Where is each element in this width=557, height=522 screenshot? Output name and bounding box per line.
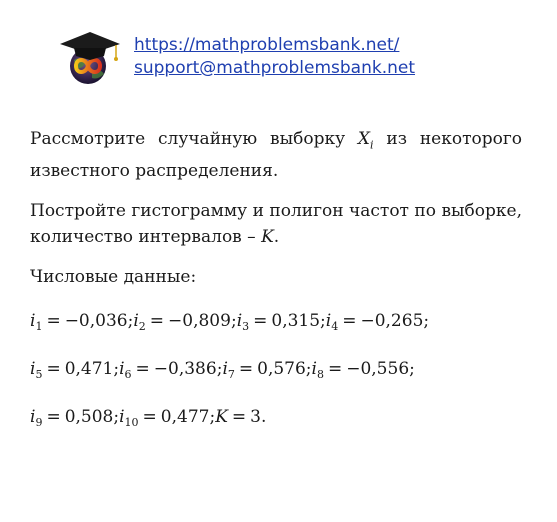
term-separator: ; — [305, 359, 312, 380]
term-subscript: 8 — [316, 368, 324, 382]
problem-paragraph-1 — [30, 126, 522, 184]
paragraph-1-end: из некоторого известного распределения. — [30, 129, 522, 182]
term-separator: ; — [423, 311, 430, 332]
term-separator: ; — [320, 311, 326, 332]
term-subscript: 5 — [35, 368, 43, 382]
term-separator: ; — [127, 311, 134, 332]
term-subscript: 4 — [331, 320, 339, 334]
term-variable: i — [133, 311, 139, 332]
term-separator: ; — [209, 407, 216, 428]
term-subscript: 6 — [124, 368, 132, 382]
term-variable: i — [30, 311, 36, 332]
term-subscript: 2 — [138, 320, 146, 334]
equals-sign: = — [142, 407, 157, 428]
data-heading: Числовые данные: — [30, 267, 197, 288]
term-separator: ; — [230, 311, 237, 332]
equals-sign: = — [238, 359, 254, 380]
equals-sign: = — [46, 311, 61, 332]
term-value: 0,576 — [257, 359, 306, 380]
equation-term — [119, 359, 223, 382]
equation-term — [215, 407, 266, 427]
term-subscript: 1 — [35, 320, 43, 334]
term-separator: ; — [113, 407, 120, 428]
term-variable: i — [325, 311, 332, 332]
paragraph-2-start: Постройте гистограмму и полигон частот по выборке, количество интервалов – — [30, 201, 522, 248]
equals-sign: = — [231, 407, 247, 428]
term-variable: i — [236, 311, 243, 332]
term-separator: . — [260, 407, 267, 428]
term-variable: i — [119, 359, 125, 380]
term-value: −0,036 — [64, 311, 128, 332]
equals-sign: = — [327, 359, 343, 380]
equals-sign: = — [135, 359, 150, 380]
sample-variable: $X_i$ — [357, 129, 374, 152]
equals-sign: = — [342, 311, 357, 332]
equation-term — [30, 359, 120, 382]
equation-term — [30, 311, 134, 334]
problem-content — [30, 126, 522, 452]
term-value: −0,556 — [346, 359, 410, 380]
term-value: 0,471 — [64, 359, 114, 380]
term-value: −0,809 — [168, 311, 231, 332]
problem-paragraph-2 — [30, 198, 522, 250]
intervals-variable: K — [261, 227, 274, 248]
term-variable: i — [30, 407, 36, 428]
support-email-link[interactable]: support@mathproblemsbank.net — [134, 58, 416, 78]
term-variable: K — [215, 407, 228, 428]
term-value: −0,386 — [153, 359, 217, 380]
term-separator: ; — [409, 359, 415, 380]
term-variable: i — [311, 359, 317, 380]
equals-sign: = — [46, 359, 61, 380]
equation-line-2 — [30, 356, 522, 382]
equation-term — [133, 311, 237, 334]
paragraph-2-end: . — [273, 227, 280, 248]
term-subscript: 7 — [227, 368, 235, 382]
equation-term — [119, 407, 216, 430]
term-variable: i — [222, 359, 228, 380]
term-value: 0,315 — [271, 311, 321, 332]
site-link[interactable]: https://mathproblemsbank.net/ — [134, 35, 400, 55]
paragraph-1-start: Рассмотрите случайную выборку — [30, 129, 358, 149]
term-separator: ; — [113, 359, 120, 380]
term-value: 0,477 — [160, 407, 210, 428]
term-variable: i — [119, 407, 125, 428]
equation-line-1 — [30, 308, 522, 334]
equals-sign: = — [253, 311, 268, 332]
equals-sign: = — [46, 407, 61, 428]
equation-line-3 — [30, 404, 522, 430]
term-variable: i — [30, 359, 36, 380]
equation-term — [325, 311, 430, 334]
term-subscript: 9 — [35, 416, 43, 430]
contact-links — [134, 34, 415, 80]
equation-term — [311, 359, 415, 382]
equation-term — [236, 311, 326, 334]
equation-term — [222, 359, 312, 382]
graduation-cap-infinity-logo-icon — [56, 26, 126, 86]
term-value: 3 — [250, 407, 261, 428]
term-subscript: 10 — [124, 416, 139, 430]
term-value: 0,508 — [64, 407, 114, 428]
page-header — [56, 26, 536, 88]
equation-term — [30, 407, 120, 430]
equals-sign: = — [149, 311, 165, 332]
term-value: −0,265 — [360, 311, 424, 332]
term-subscript: 3 — [242, 320, 250, 334]
term-separator: ; — [216, 359, 223, 380]
